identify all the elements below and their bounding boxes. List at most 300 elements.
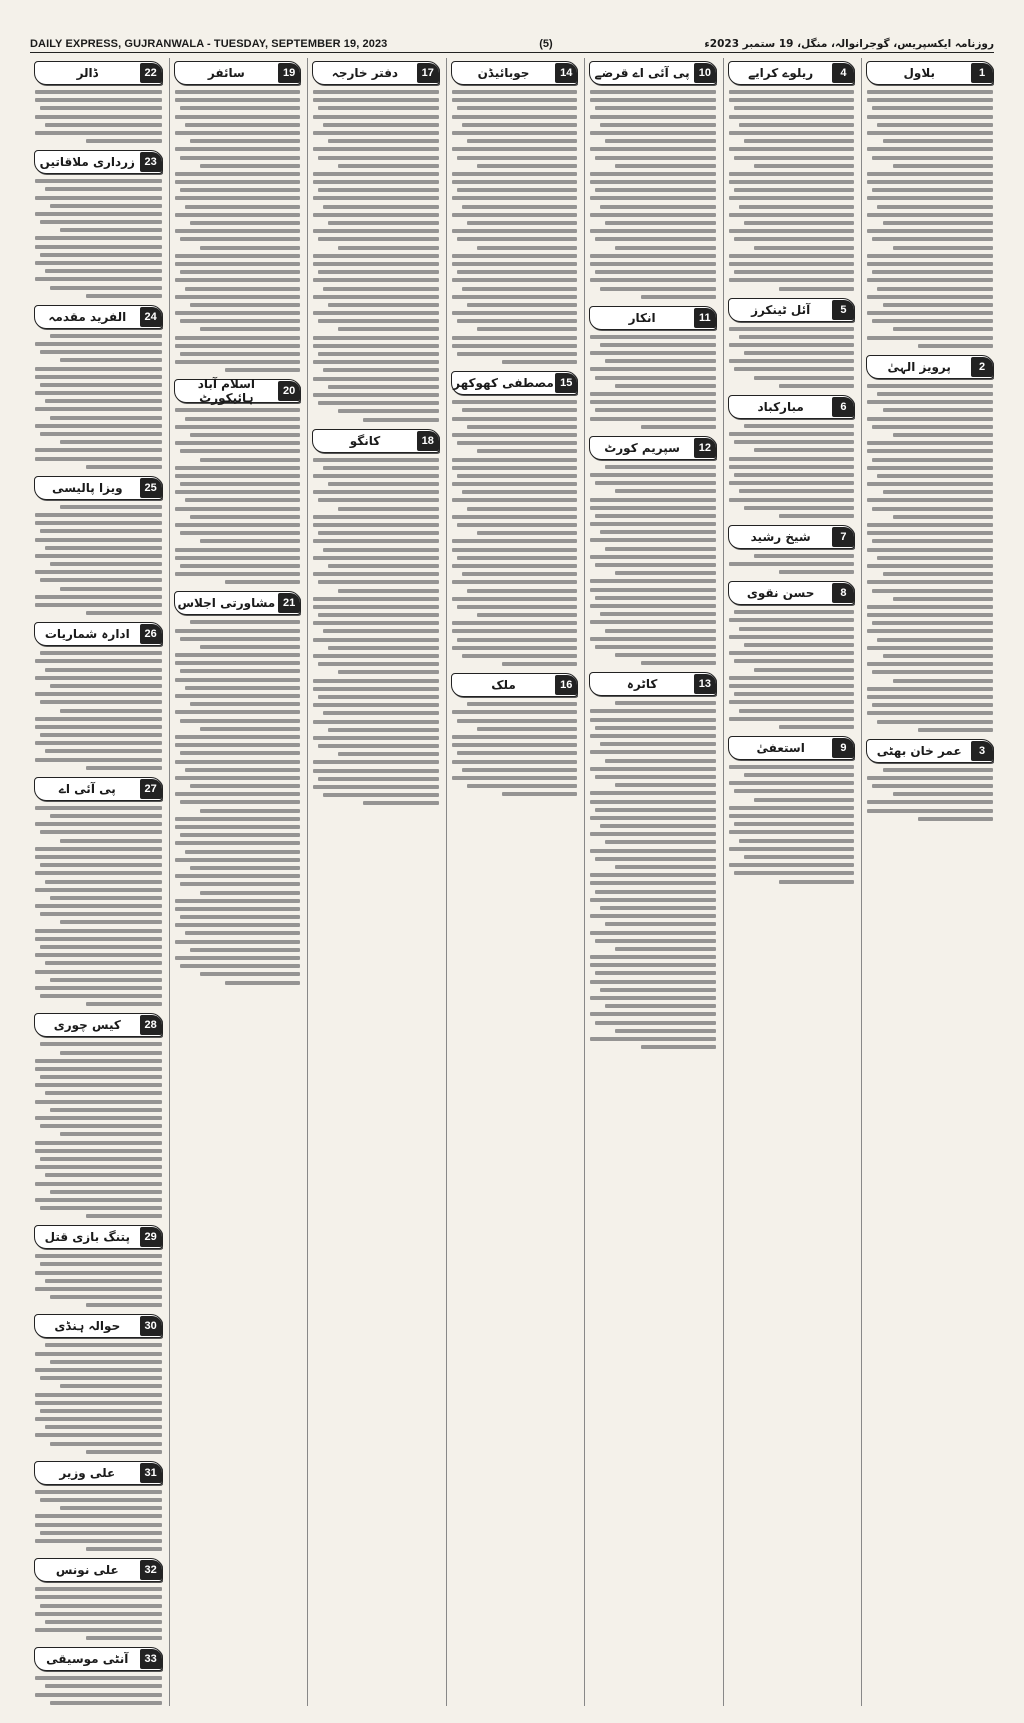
- text-line: [590, 734, 716, 738]
- text-line: [734, 237, 855, 241]
- text-line: [605, 759, 715, 763]
- text-line: [867, 441, 993, 445]
- text-line: [477, 449, 577, 453]
- text-line: [872, 589, 993, 593]
- text-line: [35, 1059, 162, 1063]
- news-story: [866, 61, 994, 349]
- text-line: [35, 179, 162, 183]
- text-line: [779, 570, 854, 574]
- story-number: 5: [832, 300, 854, 320]
- text-line: [744, 855, 855, 859]
- text-line: [877, 720, 993, 724]
- text-line: [35, 603, 162, 607]
- text-line: [590, 417, 716, 421]
- text-line: [600, 612, 716, 616]
- text-line: [35, 953, 162, 957]
- story-body-text: [34, 1253, 163, 1308]
- text-line: [35, 1067, 162, 1071]
- text-line: [867, 687, 993, 691]
- text-line: [175, 131, 301, 135]
- story-number: 12: [694, 438, 716, 458]
- story-title: انکار: [628, 310, 656, 325]
- text-line: [883, 139, 993, 143]
- text-line: [605, 465, 715, 469]
- text-line: [313, 679, 439, 683]
- text-line: [175, 180, 301, 184]
- news-story: [312, 61, 440, 423]
- text-line: [40, 733, 162, 737]
- text-line: [313, 638, 439, 642]
- text-line: [35, 1287, 162, 1291]
- text-line: [338, 507, 438, 511]
- text-line: [467, 303, 578, 307]
- text-line: [729, 229, 855, 233]
- text-line: [50, 978, 161, 982]
- text-line: [313, 785, 439, 789]
- news-story: [34, 1558, 163, 1641]
- news-story: [728, 581, 856, 730]
- text-line: [615, 865, 715, 869]
- news-story: [34, 476, 163, 616]
- text-line: [175, 90, 301, 94]
- text-line: [180, 106, 301, 110]
- text-line: [35, 1676, 162, 1680]
- text-line: [86, 1547, 162, 1551]
- text-line: [462, 287, 578, 291]
- text-line: [893, 433, 993, 437]
- story-title: شیخ رشید: [750, 529, 811, 544]
- text-line: [40, 253, 162, 257]
- story-title: الفرید مقدمہ: [48, 309, 127, 324]
- text-line: [40, 1498, 162, 1502]
- text-line: [86, 611, 162, 615]
- text-line: [590, 931, 716, 935]
- news-story: [451, 371, 579, 667]
- text-line: [452, 98, 578, 102]
- text-line: [318, 613, 439, 617]
- text-line: [605, 139, 715, 143]
- text-line: [867, 98, 993, 102]
- story-body-text: [589, 700, 717, 1050]
- text-line: [318, 319, 439, 323]
- story-number: 11: [694, 308, 716, 328]
- text-line: [35, 1539, 162, 1543]
- text-line: [175, 278, 301, 282]
- text-line: [338, 409, 438, 413]
- text-line: [313, 278, 439, 282]
- text-line: [477, 164, 577, 168]
- text-line: [600, 123, 716, 127]
- text-line: [35, 806, 162, 810]
- story-title: پی آئی اے قرضے: [594, 66, 690, 80]
- text-line: [462, 768, 578, 772]
- story-heading[interactable]: [34, 1013, 163, 1037]
- text-line: [180, 915, 301, 919]
- news-column: [169, 58, 302, 1706]
- story-heading[interactable]: [451, 371, 579, 395]
- story-title: مصطفی کھوکھر: [453, 376, 554, 391]
- story-heading[interactable]: [34, 1314, 163, 1338]
- text-line: [467, 139, 578, 143]
- text-line: [729, 814, 855, 818]
- text-line: [893, 327, 993, 331]
- story-title: دفتر خارجہ: [331, 66, 399, 80]
- story-heading[interactable]: [34, 1647, 163, 1671]
- text-line: [744, 424, 855, 428]
- text-line: [338, 246, 438, 250]
- text-line: [452, 229, 578, 233]
- text-line: [45, 1279, 161, 1283]
- story-heading[interactable]: [589, 436, 717, 460]
- text-line: [35, 1433, 162, 1437]
- text-line: [452, 735, 578, 739]
- news-column: [584, 58, 717, 1706]
- news-column: [30, 58, 163, 1706]
- text-line: [313, 360, 439, 364]
- text-line: [739, 489, 855, 493]
- text-line: [734, 473, 855, 477]
- text-line: [779, 514, 854, 518]
- text-line: [60, 1051, 161, 1055]
- text-line: [729, 90, 855, 94]
- text-line: [60, 920, 161, 924]
- text-line: [918, 817, 993, 821]
- text-line: [452, 760, 578, 764]
- story-heading[interactable]: [34, 622, 163, 646]
- text-line: [35, 1612, 162, 1616]
- text-line: [318, 188, 439, 192]
- text-line: [590, 604, 716, 608]
- text-line: [185, 850, 301, 854]
- text-line: [615, 947, 715, 951]
- text-line: [867, 466, 993, 470]
- text-line: [35, 1083, 162, 1087]
- text-line: [739, 627, 855, 631]
- text-line: [590, 367, 716, 371]
- story-heading[interactable]: [34, 1461, 163, 1485]
- text-line: [872, 458, 993, 462]
- text-line: [457, 270, 578, 274]
- text-line: [452, 400, 578, 404]
- text-line: [729, 498, 855, 502]
- text-line: [729, 847, 855, 851]
- text-line: [615, 783, 715, 787]
- news-story: [34, 1013, 163, 1219]
- story-title: اسلام آباد ہائیکورٹ: [197, 377, 255, 406]
- text-line: [779, 880, 854, 884]
- text-line: [60, 505, 161, 509]
- story-title: پی آئی اے: [58, 781, 116, 796]
- news-story: [174, 61, 302, 373]
- text-line: [590, 881, 716, 885]
- text-line: [729, 196, 855, 200]
- text-line: [867, 800, 993, 804]
- text-line: [893, 679, 993, 683]
- text-line: [313, 720, 439, 724]
- text-line: [452, 295, 578, 299]
- text-line: [595, 188, 716, 192]
- text-line: [40, 578, 162, 582]
- story-number: 4: [832, 63, 854, 83]
- text-line: [477, 327, 577, 331]
- text-line: [35, 521, 162, 525]
- text-line: [457, 638, 578, 642]
- text-line: [35, 448, 162, 452]
- story-title: کیس چوری: [53, 1018, 121, 1033]
- story-heading[interactable]: [312, 61, 440, 85]
- text-line: [872, 784, 993, 788]
- text-line: [600, 287, 716, 291]
- text-line: [729, 131, 855, 135]
- text-line: [45, 1684, 161, 1688]
- story-heading[interactable]: [728, 61, 856, 85]
- story-heading[interactable]: [34, 777, 163, 801]
- text-line: [590, 538, 716, 542]
- text-line: [35, 659, 162, 663]
- text-line: [605, 1004, 715, 1008]
- text-line: [35, 1628, 162, 1632]
- text-line: [323, 287, 439, 291]
- text-line: [190, 221, 301, 225]
- text-line: [323, 793, 439, 797]
- story-heading[interactable]: [589, 61, 717, 85]
- story-title: ویزا پالیسی: [52, 480, 123, 495]
- text-line: [452, 311, 578, 315]
- text-line: [35, 1523, 162, 1527]
- text-line: [590, 400, 716, 404]
- text-line: [452, 213, 578, 217]
- text-line: [175, 213, 301, 217]
- story-heading[interactable]: [34, 61, 163, 85]
- text-line: [590, 579, 716, 583]
- text-line: [175, 98, 301, 102]
- text-line: [338, 589, 438, 593]
- text-line: [452, 278, 578, 282]
- story-title: زرداری ملاقاتیں: [39, 155, 135, 170]
- text-line: [590, 1012, 716, 1016]
- text-line: [60, 1384, 161, 1388]
- text-line: [35, 1393, 162, 1397]
- text-line: [883, 572, 993, 576]
- story-heading[interactable]: [589, 306, 717, 330]
- story-number: 27: [140, 779, 162, 799]
- text-line: [35, 367, 162, 371]
- news-story: [589, 306, 717, 430]
- text-line: [328, 728, 438, 732]
- text-line: [323, 368, 439, 372]
- story-title: علی وزیر: [59, 1465, 116, 1480]
- text-line: [452, 621, 578, 625]
- text-line: [185, 686, 301, 690]
- story-title: بلاول: [903, 66, 935, 80]
- text-line: [872, 425, 993, 429]
- text-line: [175, 556, 301, 560]
- text-line: [452, 646, 578, 650]
- story-heading[interactable]: [589, 672, 717, 696]
- text-line: [180, 964, 301, 968]
- text-line: [40, 912, 162, 916]
- text-line: [35, 1198, 162, 1202]
- text-line: [35, 98, 162, 102]
- text-line: [40, 651, 162, 655]
- text-line: [313, 311, 439, 315]
- text-line: [462, 123, 578, 127]
- text-line: [45, 1343, 161, 1347]
- text-line: [50, 1108, 161, 1112]
- news-story: [174, 379, 302, 585]
- story-number: 33: [140, 1649, 162, 1669]
- text-line: [175, 817, 301, 821]
- text-line: [867, 580, 993, 584]
- story-heading[interactable]: [34, 1225, 163, 1249]
- text-line: [185, 205, 301, 209]
- story-heading[interactable]: [174, 591, 302, 615]
- text-line: [872, 106, 993, 110]
- text-line: [35, 1182, 162, 1186]
- text-line: [867, 336, 993, 340]
- text-line: [323, 205, 439, 209]
- text-line: [744, 506, 855, 510]
- story-heading[interactable]: [34, 476, 163, 500]
- story-heading[interactable]: [728, 395, 856, 419]
- text-line: [86, 465, 162, 469]
- text-line: [893, 515, 993, 519]
- text-line: [35, 1490, 162, 1494]
- story-number: 26: [140, 624, 162, 644]
- story-heading[interactable]: [34, 305, 163, 329]
- text-line: [600, 343, 716, 347]
- text-line: [729, 806, 855, 810]
- text-line: [729, 781, 855, 785]
- text-line: [734, 822, 855, 826]
- story-heading[interactable]: [451, 61, 579, 85]
- text-line: [729, 717, 855, 721]
- text-line: [60, 1506, 161, 1510]
- text-line: [323, 123, 439, 127]
- story-heading[interactable]: [728, 525, 856, 549]
- text-line: [734, 106, 855, 110]
- text-line: [50, 1190, 161, 1194]
- text-line: [318, 580, 439, 584]
- text-line: [867, 147, 993, 151]
- text-line: [50, 562, 161, 566]
- text-line: [590, 898, 716, 902]
- text-line: [328, 139, 438, 143]
- text-line: [452, 196, 578, 200]
- text-line: [734, 692, 855, 696]
- text-line: [872, 237, 993, 241]
- text-line: [35, 986, 162, 990]
- story-number: 29: [140, 1227, 162, 1247]
- text-line: [35, 277, 162, 281]
- text-line: [590, 996, 716, 1000]
- text-line: [867, 613, 993, 617]
- text-line: [452, 710, 578, 714]
- story-body-text: [866, 89, 994, 349]
- text-line: [40, 432, 162, 436]
- text-line: [595, 808, 716, 812]
- text-line: [60, 587, 161, 591]
- story-heading[interactable]: [312, 429, 440, 453]
- story-body-text: [34, 1489, 163, 1552]
- story-heading[interactable]: [728, 298, 856, 322]
- text-line: [467, 221, 578, 225]
- text-line: [185, 123, 301, 127]
- text-line: [615, 384, 715, 388]
- text-line: [40, 863, 162, 867]
- text-line: [867, 695, 993, 699]
- story-heading[interactable]: [174, 377, 302, 406]
- text-line: [175, 262, 301, 266]
- text-line: [35, 131, 162, 135]
- text-line: [35, 457, 162, 461]
- story-heading[interactable]: [866, 739, 994, 763]
- text-line: [729, 147, 855, 151]
- text-line: [600, 205, 716, 209]
- text-line: [40, 1206, 162, 1210]
- text-line: [883, 303, 993, 307]
- text-line: [590, 832, 716, 836]
- story-heading[interactable]: [34, 150, 163, 174]
- text-line: [313, 147, 439, 151]
- text-line: [35, 595, 162, 599]
- text-line: [175, 507, 301, 511]
- text-line: [35, 847, 162, 851]
- story-number: 18: [417, 431, 439, 451]
- story-heading[interactable]: [728, 736, 856, 760]
- story-body-text: [174, 407, 302, 585]
- text-line: [328, 564, 438, 568]
- text-line: [175, 735, 301, 739]
- text-line: [867, 809, 993, 813]
- text-line: [313, 377, 439, 381]
- story-heading[interactable]: [728, 581, 856, 605]
- text-line: [190, 433, 301, 437]
- text-line: [35, 513, 162, 517]
- story-heading[interactable]: [451, 673, 579, 697]
- text-line: [615, 571, 715, 575]
- text-line: [867, 417, 993, 421]
- text-line: [45, 961, 161, 965]
- text-line: [729, 651, 855, 655]
- text-line: [60, 440, 161, 444]
- text-line: [729, 172, 855, 176]
- story-body-text: [728, 764, 856, 885]
- text-line: [338, 752, 438, 756]
- text-line: [590, 709, 716, 713]
- story-heading[interactable]: [34, 1558, 163, 1582]
- text-line: [590, 791, 716, 795]
- text-line: [605, 547, 715, 551]
- text-line: [50, 1295, 161, 1299]
- text-line: [729, 863, 855, 867]
- text-line: [60, 228, 161, 232]
- text-line: [477, 727, 577, 731]
- story-heading[interactable]: [174, 61, 302, 85]
- text-line: [502, 792, 577, 796]
- text-line: [595, 596, 716, 600]
- text-line: [200, 645, 300, 649]
- story-body-text: [34, 1675, 163, 1706]
- story-heading[interactable]: [866, 61, 994, 85]
- text-line: [867, 229, 993, 233]
- text-line: [734, 188, 855, 192]
- text-line: [338, 164, 438, 168]
- story-heading[interactable]: [866, 355, 994, 379]
- story-title: آئل ٹینکرز: [751, 302, 811, 317]
- text-line: [175, 172, 301, 176]
- text-line: [883, 654, 993, 658]
